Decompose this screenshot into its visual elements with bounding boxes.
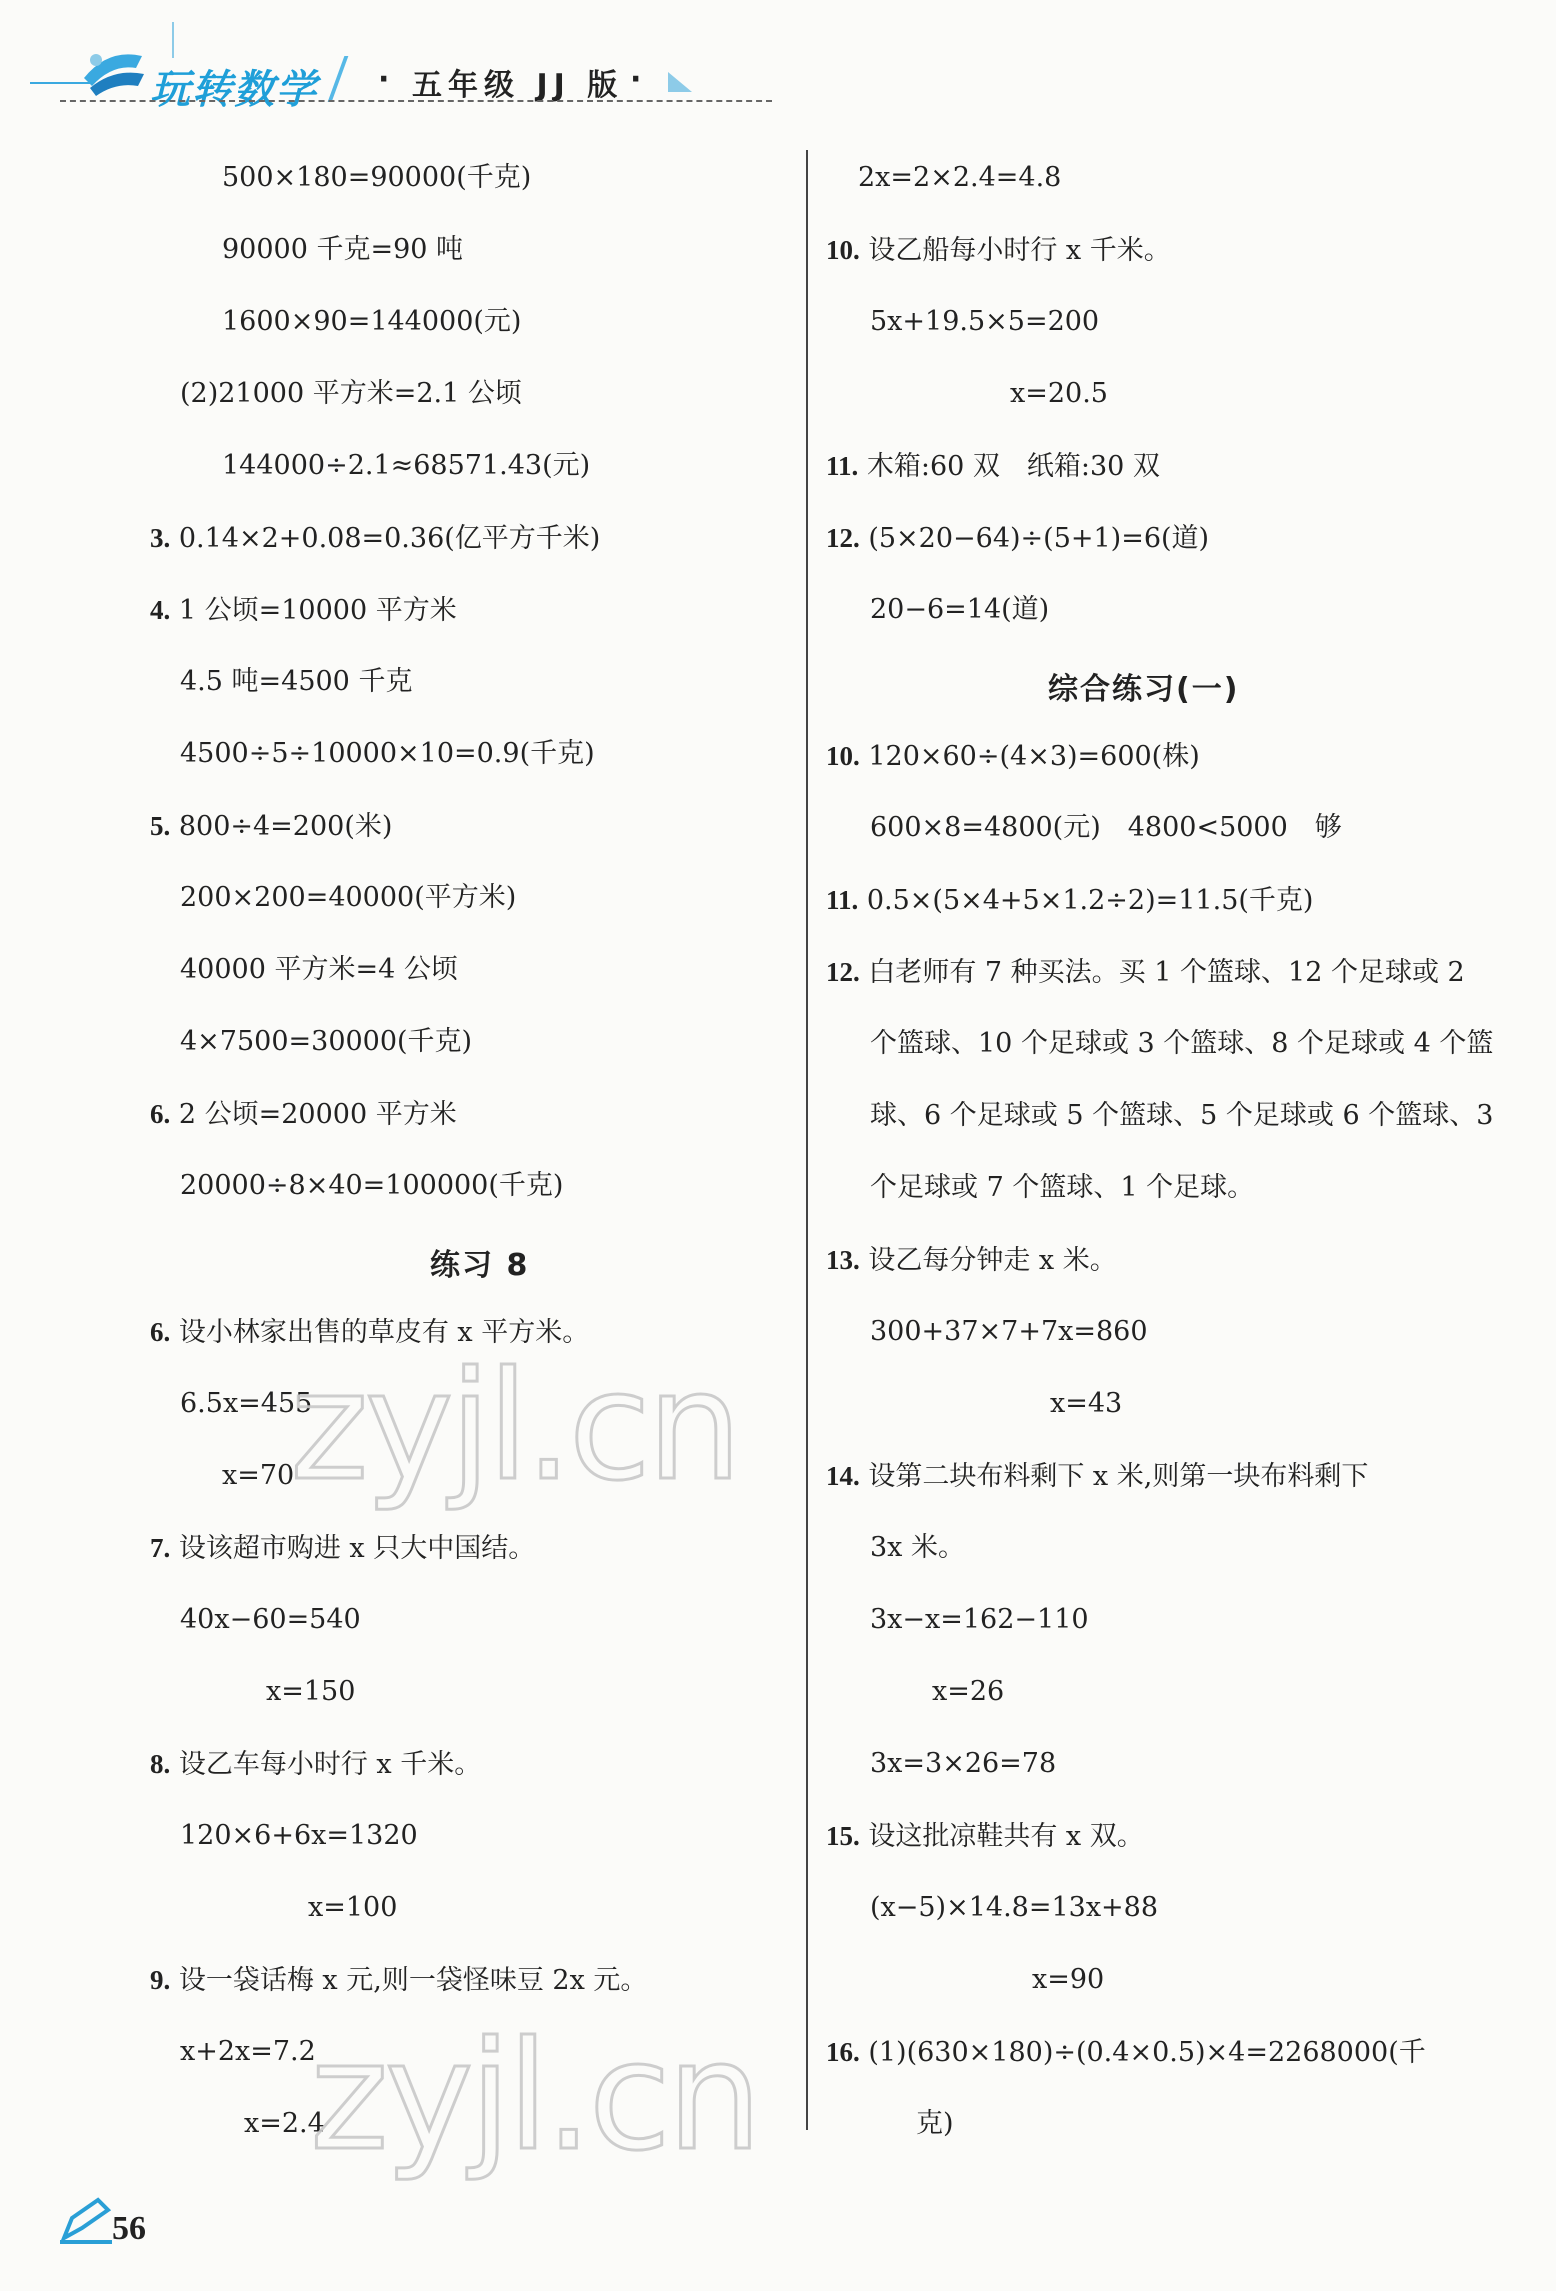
- text-line: x=20.5: [1010, 378, 1108, 409]
- text-line: x=2.4: [244, 2108, 325, 2139]
- problem-item: [150, 808, 392, 845]
- section-title: 练习 8: [430, 1248, 530, 1283]
- problem-number: 6.: [150, 1099, 171, 1129]
- text-line: 木箱:60 双 纸箱:30 双: [866, 451, 1160, 482]
- problem-number: 10.: [826, 741, 860, 771]
- text-line: 40000 平方米=4 公顷: [180, 954, 458, 985]
- text-line: 克): [916, 2108, 954, 2139]
- problem-number: 10.: [826, 235, 860, 265]
- text-line: x=26: [932, 1676, 1005, 1707]
- problem-item: [150, 592, 457, 629]
- problem-item: [826, 1458, 1368, 1495]
- problem-item: [150, 1746, 481, 1783]
- problem-number: 5.: [150, 811, 171, 841]
- text-line: 300+37×7+7x=860: [870, 1316, 1148, 1347]
- problem-item: [150, 520, 600, 557]
- text-line: 设这批凉鞋共有 x 双。: [868, 1821, 1144, 1852]
- problem-item: [150, 1962, 647, 1999]
- page-number: 56: [112, 2210, 146, 2247]
- problem-item: [826, 954, 1465, 991]
- text-line: 20−6=14(道): [870, 594, 1050, 625]
- text-line: 20000÷8×40=100000(千克): [180, 1170, 564, 1201]
- text-line: 1 公顷=10000 平方米: [178, 595, 457, 626]
- watermark: zyjl.cn: [290, 1340, 739, 1514]
- header-title: 玩转数学: [150, 67, 318, 113]
- header-decoration: [328, 56, 349, 102]
- text-line: (2)21000 平方米=2.1 公顷: [180, 378, 522, 409]
- text-line: (x−5)×14.8=13x+88: [870, 1892, 1159, 1923]
- book-logo-icon: [78, 38, 150, 100]
- column-divider: [806, 150, 808, 2130]
- problem-number: 6.: [150, 1317, 171, 1347]
- text-line: 90000 千克=90 吨: [222, 234, 464, 265]
- text-line: 个足球或 7 个篮球、1 个足球。: [870, 1172, 1255, 1203]
- text-line: (1)(630×180)÷(0.4×0.5)×4=2268000(千: [868, 2037, 1426, 2068]
- problem-item: [826, 1242, 1117, 1279]
- text-line: 3x=3×26=78: [870, 1748, 1057, 1779]
- text-line: 球、6 个足球或 5 个篮球、5 个足球或 6 个篮球、3: [870, 1100, 1494, 1131]
- problem-number: 11.: [826, 885, 859, 915]
- text-line: x=70: [222, 1460, 295, 1491]
- text-line: 设乙车每小时行 x 千米。: [178, 1749, 482, 1780]
- text-line: x=100: [308, 1892, 398, 1923]
- problem-number: 4.: [150, 595, 171, 625]
- pencil-icon: [58, 2196, 114, 2244]
- text-line: 500×180=90000(千克): [222, 162, 532, 193]
- text-line: 设一袋话梅 x 元,则一袋怪味豆 2x 元。: [178, 1965, 648, 1996]
- text-line: 设该超市购进 x 只大中国结。: [178, 1533, 536, 1564]
- text-line: 4500÷5÷10000×10=0.9(千克): [180, 738, 595, 769]
- text-line: x=150: [266, 1676, 356, 1707]
- text-line: 设乙船每小时行 x 千米。: [868, 235, 1171, 266]
- text-line: 设小林家出售的草皮有 x 平方米。: [178, 1317, 590, 1348]
- problem-item: [150, 1096, 457, 1133]
- triangle-icon: [668, 72, 692, 92]
- header-decoration: [172, 22, 174, 58]
- problem-number: 8.: [150, 1749, 171, 1779]
- header-grade: 五年级 JJ 版: [412, 68, 624, 103]
- problem-number: 9.: [150, 1965, 171, 1995]
- page-header: [0, 0, 780, 113]
- text-line: 800÷4=200(米): [178, 811, 393, 842]
- problem-number: 16.: [826, 2037, 860, 2067]
- text-line: 1600×90=144000(元): [222, 306, 522, 337]
- problem-item: [826, 2034, 1426, 2071]
- text-line: x+2x=7.2: [180, 2036, 316, 2067]
- text-line: 5x+19.5×5=200: [870, 306, 1100, 337]
- problem-item: [826, 738, 1200, 775]
- text-line: 40x−60=540: [180, 1604, 361, 1635]
- problem-number: 13.: [826, 1245, 860, 1275]
- text-line: x=43: [1050, 1388, 1123, 1419]
- problem-number: 11.: [826, 451, 859, 481]
- text-line: 设乙每分钟走 x 米。: [868, 1245, 1117, 1276]
- problem-item: [826, 448, 1160, 485]
- text-line: 2x=2×2.4=4.8: [858, 162, 1062, 193]
- problem-item: [826, 1818, 1144, 1855]
- text-line: 144000÷2.1≈68571.43(元): [222, 450, 591, 481]
- text-line: 600×8=4800(元) 4800<5000 够: [870, 812, 1342, 843]
- text-line: 3x−x=162−110: [870, 1604, 1089, 1635]
- problem-number: 14.: [826, 1461, 860, 1491]
- header-dot: ·: [378, 62, 390, 97]
- text-line: 4×7500=30000(千克): [180, 1026, 473, 1057]
- text-line: x=90: [1032, 1964, 1105, 1995]
- text-line: 120×60÷(4×3)=600(株): [868, 741, 1200, 772]
- problem-number: 12.: [826, 523, 860, 553]
- text-line: (5×20−64)÷(5+1)=6(道): [868, 523, 1210, 554]
- text-line: 6.5x=455: [180, 1388, 313, 1419]
- problem-number: 3.: [150, 523, 171, 553]
- section-title: 综合练习(一): [1048, 672, 1240, 707]
- problem-item: [150, 1530, 535, 1567]
- text-line: 4.5 吨=4500 千克: [180, 666, 413, 697]
- text-line: 3x 米。: [870, 1532, 965, 1563]
- text-line: 200×200=40000(平方米): [180, 882, 517, 913]
- text-line: 白老师有 7 种买法。买 1 个篮球、12 个足球或 2: [868, 957, 1465, 988]
- text-line: 设第二块布料剩下 x 米,则第一块布料剩下: [868, 1461, 1369, 1492]
- problem-item: [826, 520, 1209, 557]
- header-dot: ·: [630, 62, 642, 97]
- text-line: 0.14×2+0.08=0.36(亿平方千米): [178, 523, 601, 554]
- problem-number: 7.: [150, 1533, 171, 1563]
- problem-item: [826, 232, 1171, 269]
- watermark: zyjl.cn: [310, 2010, 759, 2184]
- text-line: 个篮球、10 个足球或 3 个篮球、8 个足球或 4 个篮: [870, 1028, 1494, 1059]
- text-line: 0.5×(5×4+5×1.2÷2)=11.5(千克): [866, 885, 1314, 916]
- problem-number: 15.: [826, 1821, 860, 1851]
- text-line: 2 公顷=20000 平方米: [178, 1099, 457, 1130]
- problem-item: [826, 882, 1313, 919]
- text-line: 120×6+6x=1320: [180, 1820, 418, 1851]
- header-rule: [60, 100, 772, 102]
- problem-number: 12.: [826, 957, 860, 987]
